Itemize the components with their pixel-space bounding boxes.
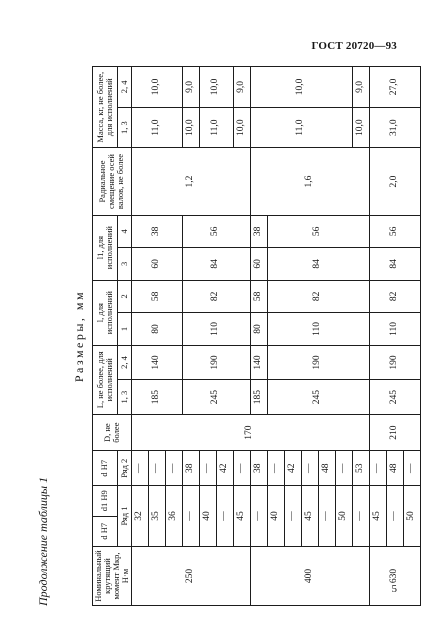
- l-cell: 80: [131, 313, 182, 346]
- d-row2-cell: —: [199, 451, 216, 486]
- mass-cell: 10,0: [131, 67, 182, 108]
- l-cell: 110: [369, 313, 420, 346]
- d-row1-cell: —: [284, 486, 301, 547]
- rotated-table-page: [32, 66, 416, 606]
- d-row1-cell: 50: [403, 486, 420, 547]
- d-row1-cell: 45: [369, 486, 386, 547]
- header-l1: l1, для исполнений: [93, 215, 118, 280]
- L-cell: 190: [182, 345, 250, 380]
- d-row1-cell: 40: [267, 486, 284, 547]
- d-row1-cell: —: [182, 486, 199, 547]
- d-row2-cell: 42: [284, 451, 301, 486]
- header-D: D, не более: [93, 414, 132, 451]
- header-l: l, для исполнений: [93, 280, 118, 345]
- mass-cell: 10,0: [250, 67, 352, 108]
- d-row2-cell: —: [335, 451, 352, 486]
- header-offset: Радиальное смещение осей валов, не более: [93, 148, 132, 215]
- D-cell: 210: [369, 414, 420, 451]
- l-cell: 82: [182, 280, 250, 313]
- d-row2-cell: —: [267, 451, 284, 486]
- d-row2-cell: 42: [216, 451, 233, 486]
- l-cell: 58: [131, 280, 182, 313]
- header-mass: Масса, кг, не более, для исполнений: [93, 67, 118, 148]
- d-row1-cell: 45: [233, 486, 250, 547]
- L-cell: 190: [369, 345, 420, 380]
- d-row1-cell: 36: [165, 486, 182, 547]
- mass-cell: 10,0: [182, 107, 199, 148]
- l1-cell: 60: [250, 248, 267, 281]
- mass-cell: 10,0: [199, 67, 233, 108]
- header-d-h7-2: d H7: [93, 451, 118, 486]
- L-cell: 185: [250, 380, 267, 415]
- section-title: Размеры, мм: [72, 289, 86, 383]
- mass-cell: 31,0: [369, 107, 420, 148]
- table-row: [182, 67, 199, 606]
- l1-cell: 84: [267, 248, 369, 281]
- header-L-24: 2, 4: [117, 345, 131, 380]
- document-code: ГОСТ 20720—93: [311, 40, 397, 52]
- table-row: [369, 67, 386, 606]
- offset-cell: 1,2: [131, 148, 250, 215]
- L-cell: 140: [131, 345, 182, 380]
- header-l1-3: 3: [117, 248, 131, 281]
- table-row: [131, 67, 148, 606]
- header-l-2: 2: [117, 280, 131, 313]
- L-cell: 245: [369, 380, 420, 415]
- torque-cell: 250: [131, 547, 250, 606]
- d-row1-cell: —: [216, 486, 233, 547]
- page-number: 5: [391, 583, 397, 595]
- mass-cell: 27,0: [369, 67, 420, 108]
- l-cell: 58: [250, 280, 267, 313]
- d-row1-cell: —: [318, 486, 335, 547]
- d-row1-cell: —: [352, 486, 369, 547]
- mass-cell: 11,0: [131, 107, 182, 148]
- d-row2-cell: —: [301, 451, 318, 486]
- torque-cell: 400: [250, 547, 369, 606]
- header-m-13: 1, 3: [117, 107, 131, 148]
- d-row2-cell: —: [403, 451, 420, 486]
- d-row2-cell: —: [233, 451, 250, 486]
- d-row1-cell: 45: [301, 486, 318, 547]
- L-cell: 140: [250, 345, 267, 380]
- L-cell: 190: [267, 345, 369, 380]
- L-cell: 245: [182, 380, 250, 415]
- d-row1-cell: 32: [131, 486, 148, 547]
- d-row2-cell: —: [369, 451, 386, 486]
- l1-cell: 56: [267, 215, 369, 248]
- d-row2-cell: 48: [386, 451, 403, 486]
- l1-cell: 38: [250, 215, 267, 248]
- d-row2-cell: 38: [182, 451, 199, 486]
- l1-cell: 38: [131, 215, 182, 248]
- d-row1-cell: 50: [335, 486, 352, 547]
- l-cell: 110: [267, 313, 369, 346]
- header-row-1: [93, 67, 118, 606]
- l1-cell: 60: [131, 248, 182, 281]
- torque-cell: 630: [369, 547, 420, 606]
- header-l-1: 1: [117, 313, 131, 346]
- l1-cell: 84: [369, 248, 420, 281]
- d-row1-cell: —: [386, 486, 403, 547]
- d-row2-cell: —: [148, 451, 165, 486]
- table-caption: Продолжение таблицы 1: [36, 476, 50, 606]
- l1-cell: 56: [369, 215, 420, 248]
- offset-cell: 1,6: [250, 148, 369, 215]
- table-row: [250, 67, 267, 606]
- header-m-24: 2, 4: [117, 67, 131, 108]
- mass-cell: 11,0: [199, 107, 233, 148]
- d-row2-cell: 53: [352, 451, 369, 486]
- header-L-13: 1, 3: [117, 380, 131, 415]
- d-row1-cell: —: [250, 486, 267, 547]
- mass-cell: 9,0: [182, 67, 199, 108]
- d-row2-cell: —: [131, 451, 148, 486]
- header-row-2: [117, 67, 131, 606]
- d-row1-cell: 40: [199, 486, 216, 547]
- l-cell: 110: [182, 313, 250, 346]
- header-l1-4: 4: [117, 215, 131, 248]
- header-torque: Номинальный крутящий момент Мкр, Н·м: [93, 547, 132, 606]
- d-row2-cell: 38: [250, 451, 267, 486]
- header-d1-h9: d1 H9: [93, 486, 118, 517]
- header-row1: Ряд 1: [117, 486, 131, 547]
- D-cell: 170: [131, 414, 369, 451]
- l-cell: 80: [250, 313, 267, 346]
- l1-cell: 56: [182, 215, 250, 248]
- dimensions-table: [92, 66, 421, 606]
- l1-cell: 84: [182, 248, 250, 281]
- d-row2-cell: 48: [318, 451, 335, 486]
- d-row1-cell: 35: [148, 486, 165, 547]
- L-cell: 245: [267, 380, 369, 415]
- d-row2-cell: —: [165, 451, 182, 486]
- l-cell: 82: [369, 280, 420, 313]
- mass-cell: 10,0: [233, 107, 250, 148]
- mass-cell: 11,0: [250, 107, 352, 148]
- mass-cell: 9,0: [233, 67, 250, 108]
- offset-cell: 2,0: [369, 148, 420, 215]
- header-d-h7: d H7: [93, 516, 118, 547]
- mass-cell: 10,0: [352, 107, 369, 148]
- header-row2: Ряд 2: [117, 451, 131, 486]
- l-cell: 82: [267, 280, 369, 313]
- L-cell: 185: [131, 380, 182, 415]
- header-L: L, не более, для исполнений: [93, 345, 118, 414]
- mass-cell: 9,0: [352, 67, 369, 108]
